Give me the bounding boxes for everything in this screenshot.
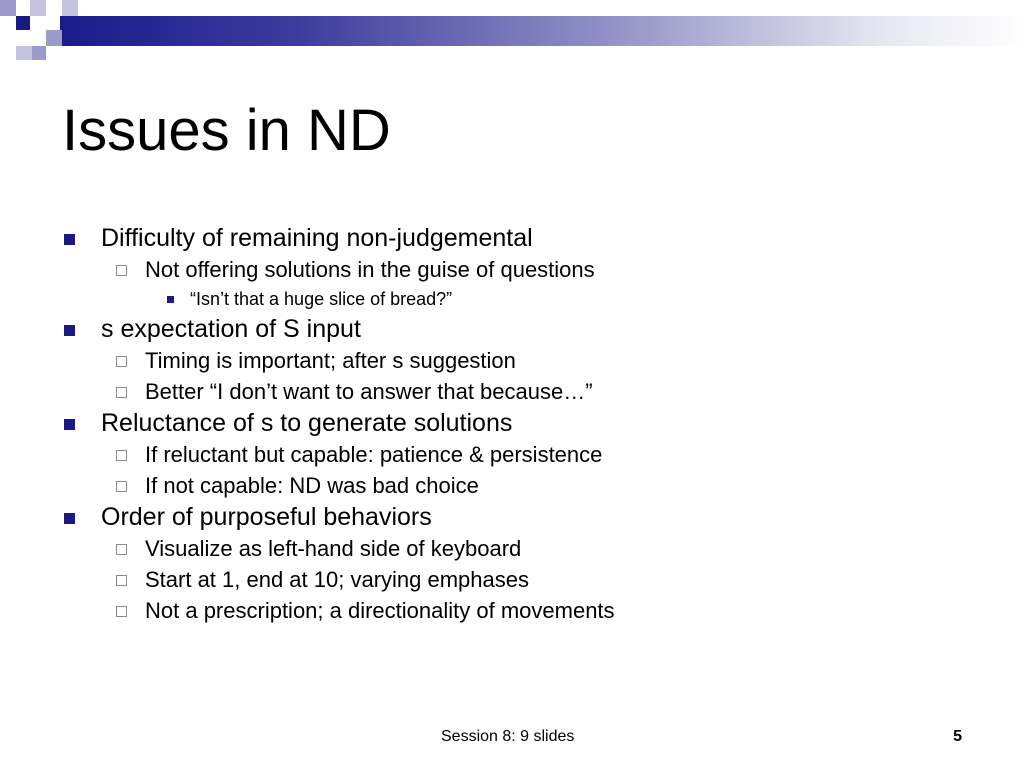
deco-square <box>62 0 78 16</box>
footer-text: Session 8: 9 slides <box>441 728 575 745</box>
sub-bullet-item <box>0 254 1024 285</box>
header-gradient-bar <box>60 16 1024 46</box>
hollow-square-bullet-icon <box>116 387 127 398</box>
slide-title: Issues in ND <box>62 98 391 163</box>
square-bullet-icon <box>64 513 75 524</box>
bullet-text: If not capable: ND was bad choice <box>145 473 479 498</box>
sub-sub-bullet-item <box>0 285 1024 313</box>
sub-bullet-item <box>0 376 1024 407</box>
square-bullet-icon <box>64 325 75 336</box>
bullet-text: Visualize as left-hand side of keyboard <box>145 536 522 561</box>
bullet-text: Start at 1, end at 10; varying emphases <box>145 567 530 592</box>
bullet-text: Not a prescription; a directionality of movements <box>145 598 615 623</box>
sub-bullet-item <box>0 564 1024 595</box>
bullet-item <box>0 407 1024 439</box>
deco-square <box>0 0 16 16</box>
bullet-text: Difficulty of remaining non-judgemental <box>101 224 533 252</box>
sub-bullet-item <box>0 345 1024 376</box>
hollow-square-bullet-icon <box>116 450 127 461</box>
hollow-square-bullet-icon <box>116 356 127 367</box>
bullet-list <box>0 222 1024 626</box>
deco-square <box>32 46 46 60</box>
small-square-bullet-icon <box>167 296 174 303</box>
deco-square <box>30 0 46 16</box>
page-number: 5 <box>953 728 962 745</box>
hollow-square-bullet-icon <box>116 265 127 276</box>
square-bullet-icon <box>64 234 75 245</box>
bullet-text: Order of purposeful behaviors <box>101 503 432 531</box>
hollow-square-bullet-icon <box>116 606 127 617</box>
deco-square <box>46 30 62 46</box>
bullet-text: s expectation of S input <box>101 315 361 343</box>
hollow-square-bullet-icon <box>116 544 127 555</box>
sub-bullet-item <box>0 533 1024 564</box>
sub-bullet-item <box>0 439 1024 470</box>
deco-square <box>16 46 32 60</box>
hollow-square-bullet-icon <box>116 575 127 586</box>
bullet-item <box>0 501 1024 533</box>
bullet-text: Reluctance of s to generate solutions <box>101 409 513 437</box>
bullet-text: Better “I don’t want to answer that because…” <box>145 379 593 404</box>
sub-bullet-item <box>0 595 1024 626</box>
bullet-text: If reluctant but capable: patience & persistence <box>145 442 603 467</box>
bullet-text: Timing is important; after s suggestion <box>145 348 516 373</box>
hollow-square-bullet-icon <box>116 481 127 492</box>
deco-square <box>16 16 30 30</box>
bullet-text: Not offering solutions in the guise of questions <box>145 257 595 282</box>
bullet-text: “Isn’t that a huge slice of bread?” <box>190 289 453 309</box>
bullet-item <box>0 313 1024 345</box>
sub-bullet-item <box>0 470 1024 501</box>
bullet-item <box>0 222 1024 254</box>
square-bullet-icon <box>64 419 75 430</box>
slide-footer <box>0 726 1024 748</box>
